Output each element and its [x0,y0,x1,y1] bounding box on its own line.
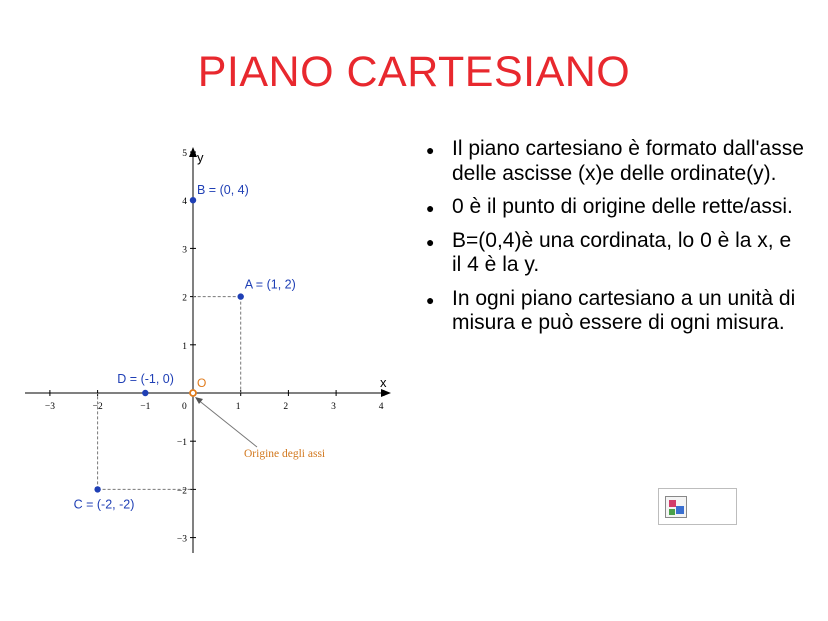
x-tick-label: 1 [235,402,241,412]
x-tick-label: 4 [378,402,384,412]
bullet-text: In ogni piano cartesiano a un unità di misura e può essere di ogni misura. [452,286,796,334]
point-label: C = (-2, -2) [73,497,135,512]
bullet-item [426,137,806,186]
y-tick-label: 2 [182,293,187,304]
point-marker [94,486,100,492]
x-axis-label: x [380,375,387,390]
y-tick-label: 4 [182,197,187,208]
x-tick-label: 3 [331,402,336,412]
origin-label: O [197,376,207,390]
image-placeholder [658,488,737,525]
origin-annotation: Origine degli assi [244,448,326,460]
bullet-text: B=(0,4)è una cordinata, lo 0 è la x, e il 4 è la y. [452,228,792,276]
x-tick-label: −2 [92,402,103,412]
y-tick-label: 5 [182,149,187,159]
y-tick-label: −2 [176,486,187,497]
y-tick-label: 1 [182,341,187,352]
bullet-marker: ● [426,233,435,250]
y-tick-label: −3 [176,534,187,545]
bullet-item [426,195,806,220]
point-marker [142,390,148,396]
y-axis-label: y [197,150,204,165]
x-axis-arrow [381,389,391,397]
bullet-item [426,229,806,278]
point-label: D = (-1, 0) [117,372,174,386]
point-label: B = (0, 4) [197,183,249,198]
x-tick-label: −1 [140,402,151,412]
point-marker [190,197,196,203]
bullet-text: 0 è il punto di origine delle rette/assi. [452,195,793,218]
origin-point [190,390,196,396]
x-tick-label: 0 [182,402,187,412]
y-tick-label: −1 [176,438,187,449]
slide-title: PIANO CARTESIANO [197,48,631,96]
bullet-list [426,137,806,345]
x-tick-label: 2 [283,402,289,412]
bullet-text: Il piano cartesiano è formato dall'asse delle ascisse (x)e delle ordinate(y). [452,137,804,185]
cartesian-plane-diagram [25,143,405,563]
y-tick-label: 3 [182,245,187,256]
bullet-item [426,287,806,336]
bullet-marker: ● [426,291,435,308]
bullet-marker: ● [426,142,435,158]
axis-ticks [45,149,384,545]
broken-image-icon [665,496,687,518]
x-tick-label: −3 [44,402,56,412]
origin-pointer-line [197,399,257,447]
point-marker [238,293,244,299]
bullet-marker: ● [426,200,435,216]
point-label: A = (1, 2) [244,277,296,292]
